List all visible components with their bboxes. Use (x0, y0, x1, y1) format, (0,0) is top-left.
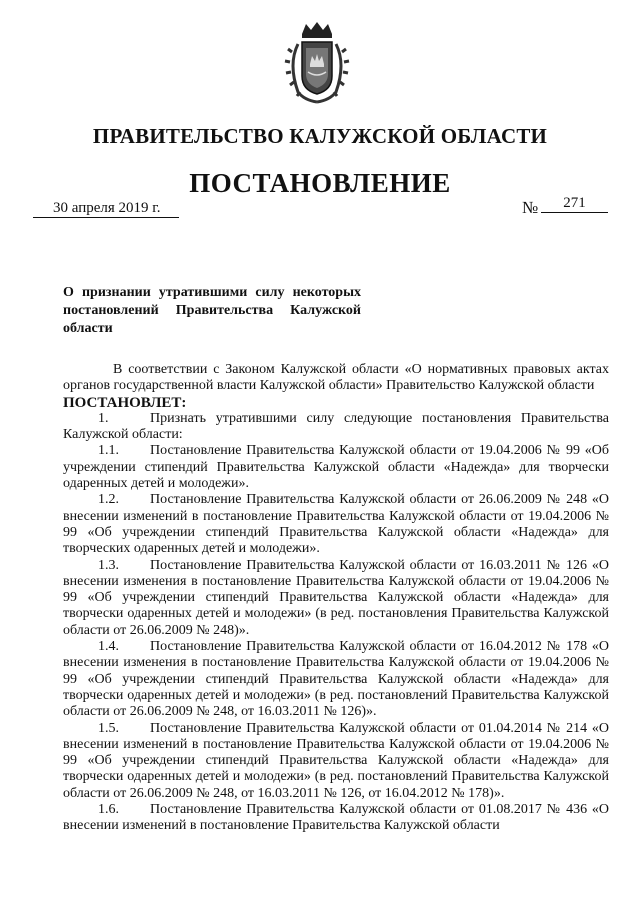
subitem-number: 1.2. (98, 492, 119, 508)
subitem-paragraph (63, 443, 609, 492)
decree-word: ПОСТАНОВЛЕТ: (63, 394, 187, 411)
subitem-number: 1.5. (98, 720, 119, 736)
subitem-paragraph (63, 639, 609, 720)
subitem-paragraph (63, 558, 609, 639)
kaluga-coat-of-arms-icon (284, 20, 350, 104)
subitem-text: Постановление Правительства Калужской области от 26.06.2009 № 248 «О внесении изменений в постановление Правительства Калужской области от 19.04.2006 № 99 «Об учреждении стипендий Правительства Калужской области «Надежда» для творческих одаренных детей и молодежи». (63, 492, 609, 557)
subitem-number: 1.1. (98, 443, 119, 459)
subitem-number: 1.6. (98, 802, 119, 818)
subitem-text: Постановление Правительства Калужской области от 16.04.2012 № 178 «О внесении изменения в постановление Правительства Калужской области от 19.04.2006 № 99 «Об учреждении стипендий Правительства Калужской области «Надежда» для творчески одаренных детей и молодежи» (в ред. постановлений Правительства Калужской области от 26.06.2009 № 248, от 16.03.2011 № 126)». (63, 639, 609, 720)
item-1-number: 1. (98, 410, 109, 426)
document-body (63, 362, 609, 835)
document-subject: О признании утратившими силу некоторых постановлений Правительства Калужской области (63, 285, 361, 336)
document-number: 271 (541, 195, 608, 213)
subitem-paragraph (63, 721, 609, 802)
subitem-text: Постановление Правительства Калужской области от 16.03.2011 № 126 «О внесении изменения в постановление Правительства Калужской области от 19.04.2006 № 99 «Об учреждении стипендий Правительства Калужской области «Надежда» для творчески одаренных детей и молодежи» (в ред. постановления Правительства Калужской области от 26.06.2009 № 248)». (63, 557, 609, 638)
item-1-text: Признать утратившими силу следующие постановления Правительства Калужской области: (63, 410, 609, 443)
subitem-paragraph (63, 492, 609, 557)
government-title: ПРАВИТЕЛЬСТВО КАЛУЖСКОЙ ОБЛАСТИ (92, 124, 548, 148)
document-type-title: ПОСТАНОВЛЕНИЕ (189, 168, 451, 198)
subitem-text: Постановление Правительства Калужской области от 01.04.2014 № 214 «О внесении изменений в постановление Правительства Калужской области от 19.04.2006 № 99 «Об учреждении стипендий Правительства Калужской области «Надежда» для творчески одаренных детей и молодежи» (в ред. постановлений Правительства Калужской области от 26.06.2009 № 248, от 16.03.2011 № 126, от 16.04.2012 № 178)». (63, 720, 609, 801)
document-date: 30 апреля 2019 г. (33, 200, 179, 218)
subitem-number: 1.3. (98, 557, 119, 573)
subitem-paragraph (63, 802, 609, 835)
subitem-text: Постановление Правительства Калужской области от 19.04.2006 № 99 «Об учреждении стипендий Правительства Калужской области «Надежда» для творчески одаренных детей и молодежи». (63, 443, 609, 492)
subitem-number: 1.4. (98, 639, 119, 655)
preamble-paragraph: В соответствии с Законом Калужской области «О нормативных правовых актах органов государственной власти Калужской области» Правительство Калужской области (63, 362, 609, 394)
subitem-text: Постановление Правительства Калужской области от 01.08.2017 № 436 «О внесении изменений в постановление Правительства Калужской области (63, 802, 609, 834)
document-number-label: № (522, 198, 539, 217)
item-1-paragraph (63, 411, 609, 444)
